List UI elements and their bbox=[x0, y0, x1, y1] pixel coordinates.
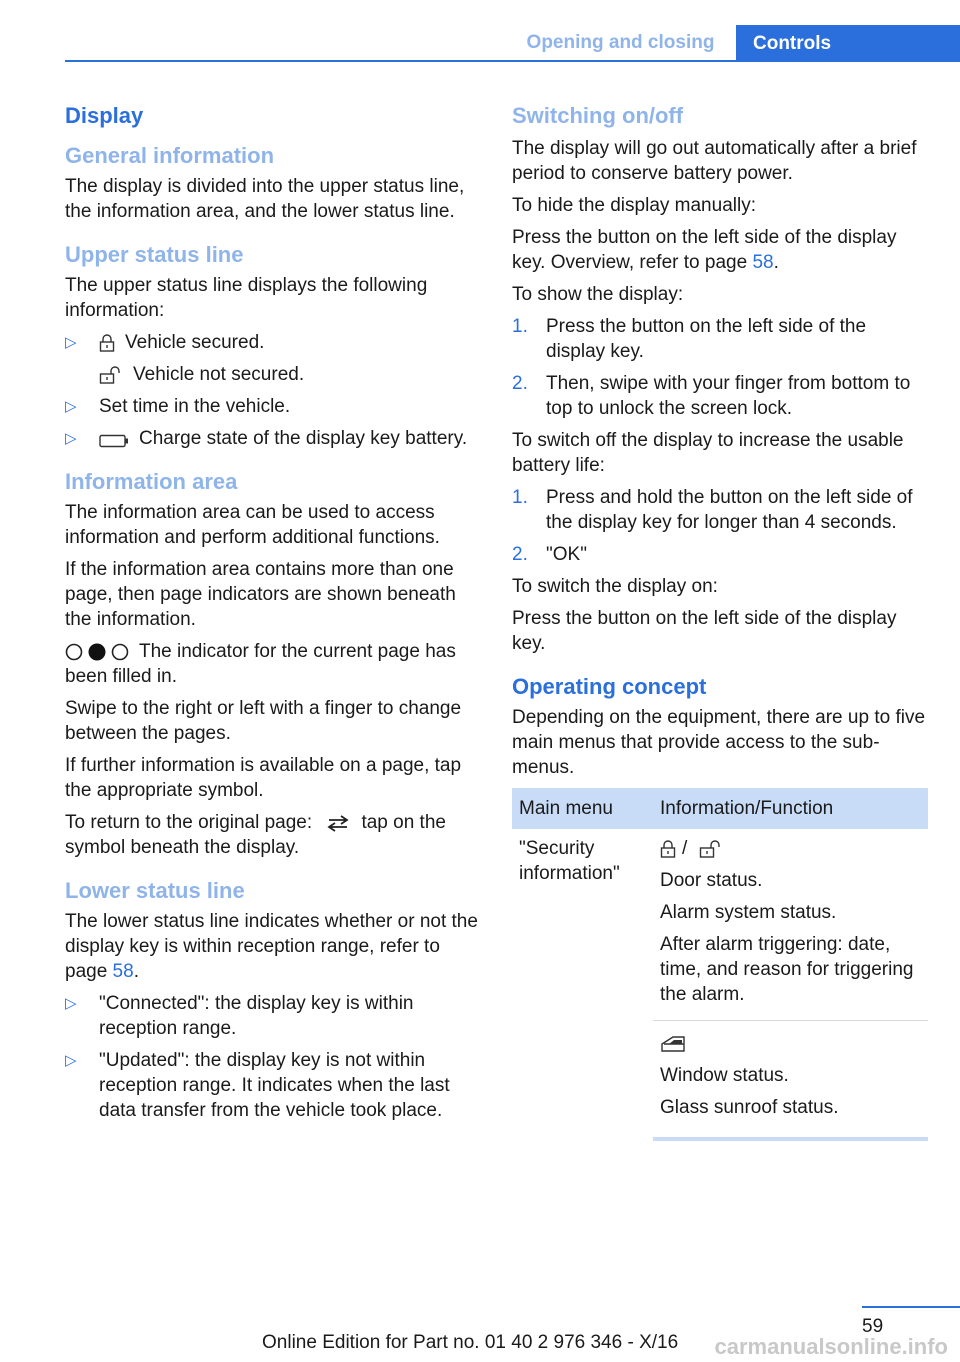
list-item: ▷ "Connected": the display key is within reception range. bbox=[65, 991, 480, 1041]
switching-p4: To show the display: bbox=[512, 284, 684, 305]
battery-icon bbox=[99, 434, 129, 448]
left-column bbox=[65, 100, 480, 1130]
operating-concept-heading: Operating concept bbox=[512, 674, 707, 699]
information-area-p5: If further information is available on a page, tap the appropriate symbol. bbox=[65, 755, 462, 801]
watermark: carmanualsonline.info bbox=[714, 1334, 948, 1359]
switching-p1: The display will go out automatically after a brief period to conserve battery power. bbox=[512, 138, 917, 184]
return-arrows-icon bbox=[325, 814, 351, 832]
header-rule bbox=[65, 60, 960, 62]
lock-closed-icon bbox=[99, 334, 115, 352]
table-cell-function bbox=[653, 1021, 928, 1140]
page-ref-link[interactable]: 58 bbox=[112, 961, 134, 982]
lock-closed-icon bbox=[660, 840, 676, 858]
switching-p3: Press the button on the left side of the display key. Overview, refer to page 58. bbox=[512, 227, 897, 273]
table-header: Main menu bbox=[512, 788, 653, 829]
chapter-tab: Opening and closing bbox=[526, 31, 715, 53]
upper-status-line-list bbox=[65, 330, 480, 451]
door-status-text: Door status. bbox=[660, 870, 763, 891]
switching-p2: To hide the display manually: bbox=[512, 195, 756, 216]
information-area-p3: The indicator for the current page has been filled in. bbox=[65, 641, 456, 687]
switch-off-steps bbox=[512, 485, 930, 567]
lock-open-icon bbox=[99, 366, 123, 384]
page-number: 59 bbox=[862, 1316, 884, 1337]
list-item: 1. Press the button on the left side of the display key. bbox=[512, 316, 867, 362]
list-item bbox=[65, 426, 480, 451]
list-item: 2. "OK" bbox=[512, 544, 587, 565]
lower-status-line-list bbox=[65, 991, 480, 1123]
information-area-heading: Information area bbox=[65, 469, 238, 494]
alarm-trigger-text: After alarm triggering: date, time, and reason for triggering the alarm. bbox=[660, 934, 914, 1005]
right-column bbox=[512, 100, 930, 1141]
information-area-p4: Swipe to the right or left with a finger to change between the pages. bbox=[65, 698, 462, 744]
display-heading: Display bbox=[65, 103, 144, 128]
list-item bbox=[65, 330, 480, 387]
information-area-p6: To return to the original page: tap on the symbol beneath the display. bbox=[65, 812, 446, 858]
window-status-text: Window status. bbox=[660, 1065, 789, 1086]
set-time-text: Set time in the vehicle. bbox=[99, 396, 291, 417]
icon-separator: / bbox=[682, 838, 688, 859]
table-row bbox=[512, 829, 928, 1021]
switching-heading: Switching on/off bbox=[512, 103, 684, 128]
page-number-rule bbox=[862, 1306, 960, 1308]
table-cell-menu: "Security information" bbox=[519, 838, 620, 884]
list-item: 1. Press and hold the button on the left side of the display key for longer than 4 seconds. bbox=[512, 487, 913, 533]
page-ref-link[interactable]: 58 bbox=[752, 252, 774, 273]
list-item: ▷ "Updated": the display key is not within reception range. It indicates when the last data transfer from the vehicle took place. bbox=[65, 1048, 480, 1123]
vehicle-secured-text: Vehicle secured. bbox=[125, 332, 265, 353]
information-area-p2: If the information area contains more than one page, then page indicators are shown beneath the information. bbox=[65, 559, 456, 630]
lock-open-icon bbox=[699, 840, 723, 858]
sunroof-status-text: Glass sunroof status. bbox=[660, 1097, 839, 1118]
list-item: 2. Then, swipe with your finger from bottom to top to unlock the screen lock. bbox=[512, 373, 911, 419]
switching-p5: To switch off the display to increase the usable battery life: bbox=[512, 430, 904, 476]
general-information-text: The display is divided into the upper status line, the information area, and the lower status line. bbox=[65, 176, 465, 222]
lower-status-line-heading: Lower status line bbox=[65, 878, 245, 903]
information-area-p1: The information area can be used to access information and perform additional functions. bbox=[65, 502, 440, 548]
list-item bbox=[65, 394, 480, 419]
upper-status-line-heading: Upper status line bbox=[65, 242, 244, 267]
table-header: Information/Function bbox=[653, 788, 928, 829]
main-menu-table bbox=[512, 788, 928, 1141]
table-cell-function bbox=[653, 829, 928, 1021]
car-window-icon bbox=[660, 1035, 686, 1053]
general-information-heading: General information bbox=[65, 143, 275, 168]
section-tab: Controls bbox=[736, 25, 960, 62]
switching-p6: To switch the display on: bbox=[512, 576, 718, 597]
show-display-steps bbox=[512, 314, 930, 421]
edition-footer: Online Edition for Part no. 01 40 2 976 346 - X/16 bbox=[262, 1332, 679, 1353]
table-header-row bbox=[512, 788, 928, 829]
vehicle-not-secured-text: Vehicle not secured. bbox=[133, 364, 305, 385]
battery-charge-text: Charge state of the display key battery. bbox=[139, 428, 468, 449]
alarm-status-text: Alarm system status. bbox=[660, 902, 837, 923]
switching-p7: Press the button on the left side of the display key. bbox=[512, 608, 897, 654]
page-indicator-icon bbox=[65, 643, 129, 661]
upper-status-line-intro: The upper status line displays the following information: bbox=[65, 275, 428, 321]
operating-concept-text: Depending on the equipment, there are up to five main menus that provide access to the sub-menus. bbox=[512, 707, 926, 778]
lower-status-line-text: The lower status line indicates whether or not the display key is within reception range, refer to page 58. bbox=[65, 911, 478, 982]
